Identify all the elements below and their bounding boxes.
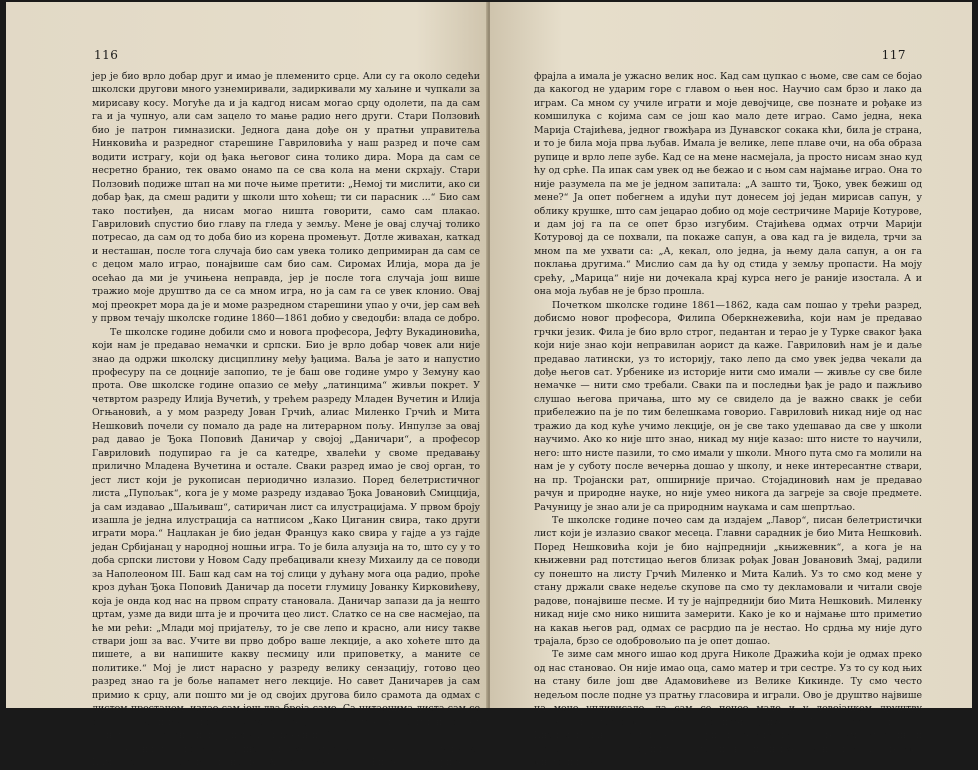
- right-paragraph-4: Те зиме сам много ишао код друга Николе Дражића који је одмах преко од нас становао. Он није имао оца, само матер и три сестре. Уз то су код њих на стану биле још две Адамовићеве из Велике Кикинде. Ту смо често недељом после подне уз пратњу гласовира и играли. Ово је друштво највише на мене упливисало, да сам се почео мало и у девојачком друштву ослобађати, јер сам пре тога био прави диваљак. У то доба је и Лаза Кнежевић давао претставе у позоришту, а мислим да се те зиме старопно и Српско народно позориште. То је силно упливисало и на нас ђаке те смо много ишли у по-: [534, 649, 922, 769]
- left-paragraph-1: јер је био врло добар друг и имао је племенито срце. Али су га около седећи школски другови много узнемиривали, задиркивали му хаљине и чупкали за мирисаву косу. Могуће да и ја кадгод нисам могао срцу одолети, па да сам га и ја чупнуо, али сам зацело то мање радио него други. Стари Ползовић био је патрон гимназиски. Једнога дана дође он у пратњи управитеља Нинковића и разредног старешине Гавриловића у наш разред и поче сам водити истрагу, који од ђака његовог сина толико дира. Мора да сам се несретно бранио, тек овамо онамо па се сва кола на мени скрхају. Стари Ползовић подиже штап на ми поче њиме претити: „Немој ти мислити, ако си добар ђак, да смеш радити у школи што хоћеш; ти си парасник ...“ Био сам тако постиђен, да нисам могао ништа говорити, само сам плакао. Гавриловић спустио био главу па гледа у земљу. Мене је овај случај толико потресао, да сам од то доба био из корена промењут. Дотле живахан, каткад и несташан, после тога случаја био сам увека толико депримиран да сам се с децом мало играо, понајвише сам био сам. Сиромах Илија, мора да је осећао да ми је учињена неправда, јер је после тога случаја још више тражио моје друштво да се са мном игра, но ја сам га се увек клонио. Овај мој преокрет мора да је и моме разредном старешини упао у очи, јер сам већ у првом течају школске године 1860—1861 добио у сведоџби: влада се добро.: [92, 71, 480, 325]
- left-page-body: [92, 70, 480, 770]
- left-page-number: 116: [94, 48, 119, 62]
- right-paragraph-3: Те школске године почео сам да издајем „Лавор“, писан белетристички лист који је излазио сваког месеца. Главни сарадник је био Мита Нешковић. Поред Нешковића који је био најпреднији „књижевник“, а кога је на књижевни рад потстицао његов близак рођак Јован Јовановић Змај, радили су понешто на листу Грчић Миленко и Мита Калић. Уз то смо код мене у стану држали сваке недеље скупове па смо ту декламовали и читали своје радове, понајвише песме. И ту је најпреднији био Мита Нешковић. Миленку никад није смо нико нишита замерити. Како је ко и најмање што приметио на какав његов рад, одмах се расрдио па је нестао. Но срдња му није дуго трајала, брзо се одобровољио па је опет дошао.: [534, 514, 922, 648]
- right-paragraph-1: фрајла а имала је ужасно велик нос. Кад сам цупкао с њоме, све сам се бојао да какогод не ударим горе с главом о њен нос. Научио сам брзо и лако да играм. Са мном су училе играти и моје девојчице, све познате и рођаке из комшилука с којима сам се још као мало дете играо. Само једна, нека Марија Стајићева, једног гвожђара из Дунавског сокака кћи, била је страна, и то је била моја прва љубав. Имала је велике, лепе плаве очи, на оба образа рупице и врло лепе зубе. Кад се на мене насмејала, ја просто нисам знао куд ћу од срће. Па ипак сам увек од ње бежао и с њом сам најмање играо. Она то није разумела па ме је једном запитала: „А зашто ти, Ђоко, увек бежиш од мене?“ Ја опет побегнем а идући пут донесем јој један мирисав сапун, у облику крушке, што сам јецарао добио од моје сестричине Марије Котурове, и дам јој га па се опет брзо изгубим. Стајићева одмах отрчи Марији Котуровој да се похвали, па покаже сапун, а ова кад га је видела, трчи за мном па ме ухвати са: „А, кекал, оло једна, ја њему дала сапун, а он га поклања другима.“ Мислио сам да ћу од стида у земљу пропасти. На моју срећу, „Марица“ није ни дочекала крај курса него је раније изостала. А и она моја љубав не је брзо прошла.: [534, 71, 922, 298]
- left-paragraph-3: С јесени те школске године учио сам играти код једне Французкиње, Кампике, која је становала негде у Хлебарском сокаку. Била је то старија: [92, 743, 480, 769]
- right-paragraph-2: Почетком школске године 1861—1862, када сам пошао у трећи разред, добисмо новог професора, Филипа Оберкнежевића, који нам је предавао грчки језик. Фила је био врло строг, педантан и терао је у Турке сваког ђака који није знао који неправилан аорист да каже. Гавриловић нам је и даље предавао латински, уз то историју, тако лепо да смо увек једва чекали да дође његов сат. Урбенике из историје нити смо имали — живље су све биле немачке — нити смо требали. Сваки па и последњи ђак је радо и пажљиво слушао његова причања, што му се свидело да је важно свакк је себи прибележио па је по тим белешкама говорио. Гавриловић никад није од нас тражио да код куће учимо лекције, он је све тако удешавао да све у школи научимо. Ако ко није што знао, никад му није казао: што нисте то научили, него: што нисте пазили, то смо имали у школи. Много пута смо га молили на нам је у суботу после вечерња дошао у школу, и неке интересантне ствари, на пр. Тројански рат, опширније причао. Стојадиновић нам је предавао рачун и природне науке, но није умео никога да загреје за своје предмете. Рачуницу је знао али је са природним наукама и сам шепртљао.: [534, 299, 922, 513]
- right-page-number: 117: [881, 48, 906, 62]
- right-page-body: [534, 70, 922, 770]
- book-spread: [6, 2, 972, 769]
- left-paragraph-2: Те школске године добили смо и новога професора, Јефту Вукадиновића, који нам је предавао немачки и српски. Био је врло добар човек али није знао да одржи школску дисциплину међу ђацима. Ваља је зато и напустио професуру па се доцније запопио, те је баш ове године умро у Земуну као прота. Ове школске године опазио се међу „латинцима“ живљи покрет. У четвртом разреду Илија Вучетић, у трећем разреду Младен Вучетин и Илија Огњановић, а у мом разреду Јован Грчић, алиас Миленко Грчић и Мита Нешковић почели су помало да раде на литерарном пољу. Инпулзе за овај рад давао је Ђока Поповић Даничар у својој „Даничари“, а професор Гавриловић подупирао га је са катедре, хвалећи у своме предавању прилично Младена Вучетина и остале. Сваки разред имао је свој орган, то јест лист који је рукописан периодично излазио. Поред белетристичног листа „Пупољак“, кога је у моме разреду издавао Ђока Јовановић Смицција, ја сам издавао „Шаљиваш“, сатиричан лист са илустрацијама. У првом броју изашла је једна илустрација са натписом „Како Циганин свира, тако други играти мора.“ Нацлакан је био један Француз како свира у гајде а уз гајде један Србијанац у народној ношњи игра. То је била алузија на то, што су у то доба српски листови у Новом Саду пребацивали кнезу Михаилу да се поводи за Наполеоном III. Баш кад сам на тој слици у дућану мога оца радио, проће кроз дућан Ђока Поповић Даничар да посети глумицу Јованку Кирковићеву, која је онда код нас на првом спрату становала. Даничар запази да ја нешто цртам, узме да види шта је и прочита цео лист. Слатко се на све насмејао, па ће ми рећи: „Млади мој пријатељу, то је све лепо и красно, али нису такве ствари још за вас. Учите ви прво добро ваше лекције, а ако хоћете што да пишете, а ви напишите какву песмицу или приповетку, а маните се политике.“ Мој је лист нарасно у разреду велику сензацију, готово цео разред знао га је боље напамет него лекције. Но савет Даничарев ја сам примио к срцу, али пошто ми је од својих другова било срамота да одмах с листом престанем, издао сам још два броја само. Са читаоцима листа сам се растао с извином у којој сам рекао да „лист престаје излазити на савет једног од најпризнатијих српских књижевника“.: [92, 326, 480, 742]
- left-page: [6, 2, 488, 769]
- right-page: [490, 2, 972, 769]
